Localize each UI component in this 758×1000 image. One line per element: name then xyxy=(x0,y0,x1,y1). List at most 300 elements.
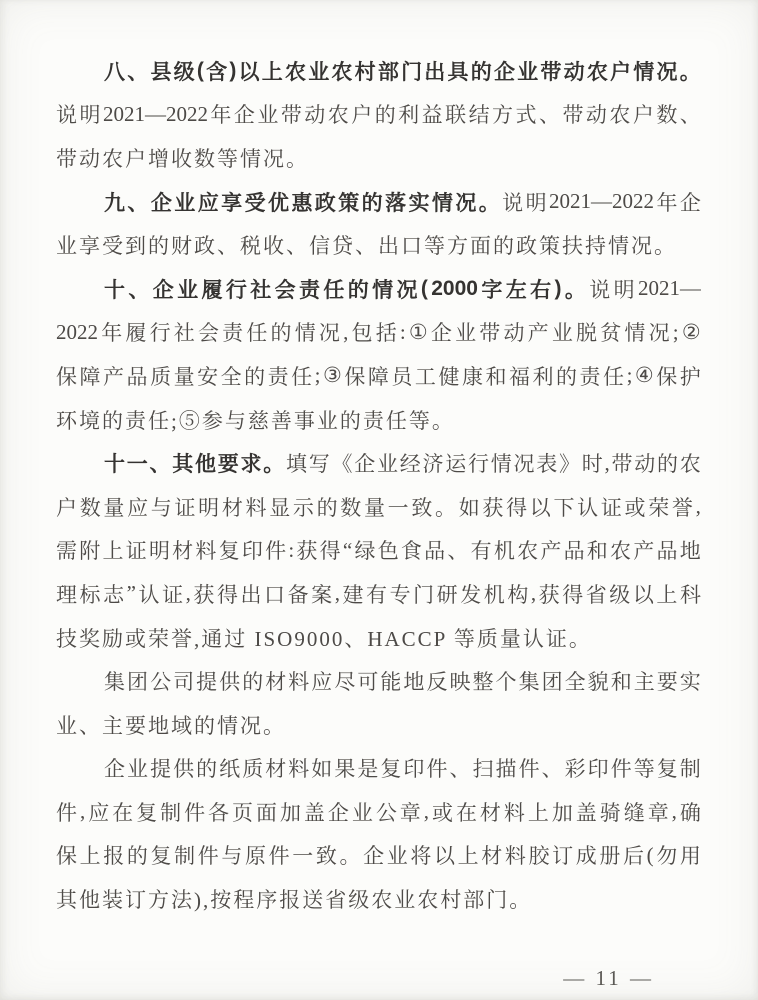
char-token: 企 xyxy=(150,191,172,215)
char-token: 社 xyxy=(173,321,195,346)
text-line xyxy=(56,877,701,921)
char-token: 行 xyxy=(149,321,171,346)
char-token: 康 xyxy=(461,364,483,389)
char-token: 材 xyxy=(221,495,243,520)
char-token: 勿 xyxy=(656,844,678,869)
char-token: 与 xyxy=(221,844,243,869)
char-token: 、 xyxy=(679,103,701,128)
char-token: 地 xyxy=(403,670,425,695)
char-token: 扫 xyxy=(472,757,494,782)
page-number: — 11 — xyxy=(563,966,654,990)
char-token: 行 xyxy=(225,278,247,302)
char-token: 保 xyxy=(56,844,77,869)
char-token: 业 xyxy=(377,452,398,477)
char-token: 加 xyxy=(551,800,573,825)
char-token: : xyxy=(399,319,406,344)
char-token: 荣 xyxy=(648,495,670,520)
char-token: 企 xyxy=(327,800,349,825)
char-token: 建 xyxy=(342,582,364,607)
char-token: 后 xyxy=(623,844,644,869)
char-token: ) xyxy=(229,58,237,82)
char-token: “ xyxy=(342,537,353,562)
char-token: 、 xyxy=(128,278,150,302)
char-token: ; xyxy=(314,363,321,388)
char-token: 户 xyxy=(610,60,632,84)
char-token: 料 xyxy=(195,539,217,564)
char-token: 享 xyxy=(221,191,243,215)
char-token: 写 xyxy=(308,452,330,477)
char-token: 工 xyxy=(414,364,436,389)
char-token: 障 xyxy=(367,364,389,389)
char-token: 证 xyxy=(125,539,147,564)
char-token: 供 xyxy=(173,757,195,782)
char-token: 以 xyxy=(434,844,455,869)
char-token: 章 xyxy=(647,800,669,825)
char-token: 责 xyxy=(222,321,244,346)
char-token: 脱 xyxy=(576,321,598,346)
char-token: 数 xyxy=(79,495,101,520)
text-line xyxy=(56,747,701,791)
char-token: 农 xyxy=(609,103,631,128)
char-token: 包 xyxy=(351,321,373,346)
char-token: 年 xyxy=(656,190,678,215)
char-token: 农 xyxy=(586,60,608,84)
char-token: 订 xyxy=(552,844,574,869)
char-token: 料 xyxy=(504,844,526,869)
char-token: 团 xyxy=(541,670,563,695)
char-token: 带 xyxy=(611,452,633,477)
char-token: 一 xyxy=(126,453,148,477)
char-token: 反 xyxy=(426,670,448,695)
char-token: 2021— xyxy=(637,276,701,301)
char-token: 农 xyxy=(331,60,353,84)
char-token: 带 xyxy=(479,321,501,346)
char-token: 件 xyxy=(268,844,290,869)
char-token: ( xyxy=(646,842,654,867)
text-line xyxy=(56,529,701,573)
char-token: 绿 xyxy=(354,539,376,564)
char-token: 业 xyxy=(517,60,539,84)
char-token: 复 xyxy=(656,757,678,782)
char-token: 上 xyxy=(527,800,549,825)
char-token: 证 xyxy=(174,495,196,520)
char-token: 料 xyxy=(503,800,525,825)
char-token: 业 xyxy=(551,321,573,346)
char-token: 科 xyxy=(679,582,701,607)
char-token: 公 xyxy=(375,800,397,825)
char-token: 以 xyxy=(529,495,551,520)
char-token: 盖 xyxy=(303,800,325,825)
char-token: 证 xyxy=(162,582,184,607)
char-token: 业 xyxy=(308,60,330,84)
char-token: 志 xyxy=(103,582,125,607)
char-token: 含 xyxy=(206,60,228,84)
char-token: 运 xyxy=(445,452,467,477)
char-token: 件 xyxy=(56,800,77,825)
char-token: 业 xyxy=(177,278,199,302)
char-token: 供 xyxy=(219,670,241,695)
char-token: 右 xyxy=(530,278,552,302)
char-token: 情 xyxy=(633,60,655,84)
char-token: 门 xyxy=(401,60,423,84)
char-token: 联 xyxy=(445,103,467,128)
char-token: 、 xyxy=(447,539,469,564)
char-token: 构 xyxy=(507,582,529,607)
char-token: 保 xyxy=(656,364,678,389)
char-token: , xyxy=(695,494,701,519)
char-token: 企 xyxy=(233,103,255,128)
char-token: 数 xyxy=(656,103,678,128)
char-token: 他 xyxy=(195,453,216,477)
char-token: 件 xyxy=(197,844,219,869)
char-token: 表 xyxy=(536,452,558,477)
char-token: 全 xyxy=(220,364,242,389)
char-token: 产 xyxy=(633,539,655,564)
char-token: 》 xyxy=(559,452,580,477)
char-token: 农 xyxy=(284,60,306,84)
char-token: 集 xyxy=(518,670,540,695)
char-token: 级 xyxy=(609,582,631,607)
char-token: 实 xyxy=(679,670,701,695)
text-line xyxy=(56,790,701,834)
char-token: 2022 xyxy=(56,319,98,344)
char-token: 级 xyxy=(173,60,195,84)
text-line xyxy=(56,267,701,311)
char-token: 农 xyxy=(517,539,539,564)
char-token: , xyxy=(79,799,86,824)
char-token: 上 xyxy=(102,539,124,564)
char-token: 制 xyxy=(160,800,182,825)
char-token: 映 xyxy=(449,670,471,695)
char-token: 或 xyxy=(431,800,453,825)
char-token: 优 xyxy=(267,191,289,215)
char-token: ; xyxy=(672,319,679,344)
char-token: 食 xyxy=(400,539,422,564)
char-token: 盖 xyxy=(575,800,597,825)
text-segment: 带动农户增收数等情况。 xyxy=(56,146,309,171)
char-token: 印 xyxy=(403,757,425,782)
char-token: ③ xyxy=(323,363,342,388)
char-token: 企 xyxy=(679,190,701,215)
char-token: 得 xyxy=(562,582,584,607)
char-token: 得 xyxy=(506,495,528,520)
char-token: 责 xyxy=(579,364,601,389)
text-line xyxy=(56,354,701,398)
char-token: 与 xyxy=(150,495,172,520)
char-token: 报 xyxy=(103,844,125,869)
char-token: ② xyxy=(681,319,701,344)
char-token: 括 xyxy=(375,321,397,346)
char-token: 说 xyxy=(589,277,611,302)
char-token: 产 xyxy=(540,539,562,564)
char-token: 障 xyxy=(79,364,101,389)
char-token: 填 xyxy=(286,452,307,477)
char-token: 落 xyxy=(385,191,407,215)
char-token: 其 xyxy=(172,453,194,477)
char-token: 产 xyxy=(103,364,125,389)
char-token: 况 xyxy=(318,321,340,346)
char-token: 况 xyxy=(513,452,535,477)
char-token: 页 xyxy=(232,800,253,825)
char-token: 任 xyxy=(323,278,345,302)
char-token: 复 xyxy=(150,844,172,869)
char-token: 、 xyxy=(127,191,149,215)
char-token: 册 xyxy=(599,844,621,869)
char-token: 十 xyxy=(104,453,125,477)
text-segment: 业、主要地域的情况。 xyxy=(56,713,286,738)
char-token: 发 xyxy=(460,582,482,607)
char-token: ① xyxy=(408,319,428,344)
char-token: 获 xyxy=(538,582,560,607)
char-token: 2021—2022 xyxy=(549,189,655,214)
char-token: 有 xyxy=(366,582,388,607)
char-token: 2000 xyxy=(431,276,478,300)
char-token: 政 xyxy=(314,191,336,215)
char-token: 况 xyxy=(396,278,418,302)
char-token: 个 xyxy=(495,670,517,695)
char-token: 业 xyxy=(257,103,279,128)
char-token: 户 xyxy=(632,103,654,128)
char-token: 应 xyxy=(197,191,219,215)
char-token: 有 xyxy=(470,539,492,564)
char-token: 企 xyxy=(354,452,376,477)
char-token: , xyxy=(671,799,677,824)
char-token: 品 xyxy=(126,364,148,389)
char-token: 证 xyxy=(600,495,622,520)
char-token: 件 xyxy=(518,757,540,782)
text-line xyxy=(56,49,701,93)
char-token: 员 xyxy=(391,364,413,389)
char-token: , xyxy=(185,581,191,606)
char-token: 具 xyxy=(447,60,469,84)
char-token: 十 xyxy=(104,278,125,302)
text-line xyxy=(56,834,701,878)
char-token: 经 xyxy=(399,452,421,477)
char-token: 件 xyxy=(426,757,448,782)
char-token: 和 xyxy=(586,539,608,564)
char-token: 料 xyxy=(288,670,310,695)
char-token: 利 xyxy=(398,103,420,128)
char-token: 骑 xyxy=(599,800,621,825)
char-token: 情 xyxy=(624,321,646,346)
char-token: 获 xyxy=(296,539,318,564)
char-token: 、 xyxy=(541,757,563,782)
char-token: 况 xyxy=(648,321,670,346)
char-token: 章 xyxy=(399,800,421,825)
char-token: 如 xyxy=(311,757,333,782)
char-token: 八 xyxy=(104,60,125,84)
char-token: 情 xyxy=(490,452,512,477)
char-token: 明 xyxy=(525,190,547,215)
char-token: 印 xyxy=(241,539,263,564)
char-token: 。 xyxy=(679,60,701,84)
char-token: 受 xyxy=(244,191,266,215)
char-token: 省 xyxy=(585,582,607,607)
char-token: 提 xyxy=(196,670,218,695)
char-token: 显 xyxy=(269,495,291,520)
char-token: 复 xyxy=(136,800,158,825)
text-segment: 环境的责任;⑤参与慈善事业的责任等。 xyxy=(56,408,455,433)
char-token: 。 xyxy=(478,191,500,215)
char-token: 将 xyxy=(410,844,432,869)
text-line xyxy=(56,223,701,267)
char-token: 会 xyxy=(274,278,296,302)
char-token: 如 xyxy=(458,495,480,520)
char-token: 的 xyxy=(361,191,383,215)
char-token: 利 xyxy=(532,364,554,389)
char-token: 的 xyxy=(556,364,578,389)
char-token: 量 xyxy=(363,495,385,520)
char-token: 《 xyxy=(331,452,353,477)
char-token: 业 xyxy=(351,800,373,825)
text-line xyxy=(56,659,701,703)
char-token: 明 xyxy=(148,539,170,564)
char-token: 需 xyxy=(56,539,77,564)
char-token: 部 xyxy=(377,60,399,84)
char-token: 面 xyxy=(255,800,277,825)
char-token: 求 xyxy=(240,453,262,477)
char-token: 品 xyxy=(656,539,678,564)
char-token: 公 xyxy=(150,670,172,695)
char-token: 年 xyxy=(101,321,123,346)
char-token: 惠 xyxy=(291,191,313,215)
char-token: 原 xyxy=(245,844,266,869)
char-token: 应 xyxy=(88,800,110,825)
char-token: 。 xyxy=(263,453,285,477)
char-token: 材 xyxy=(265,757,287,782)
char-token: 农 xyxy=(679,452,701,477)
char-token: 户 xyxy=(351,103,373,128)
char-token: 上 xyxy=(656,582,678,607)
char-token: 产 xyxy=(527,321,549,346)
char-token: 责 xyxy=(299,278,320,302)
char-token: 材 xyxy=(172,539,194,564)
char-token: 成 xyxy=(575,844,597,869)
char-token: 护 xyxy=(679,364,701,389)
char-token: 动 xyxy=(563,60,585,84)
char-token: 料 xyxy=(245,495,267,520)
char-token: 说 xyxy=(56,103,77,128)
char-token: 九 xyxy=(104,191,125,215)
char-token: 研 xyxy=(436,582,458,607)
char-token: 在 xyxy=(455,800,477,825)
text-line xyxy=(56,485,701,529)
char-token: 带 xyxy=(280,103,302,128)
text-line xyxy=(56,398,701,442)
char-token: 保 xyxy=(344,364,366,389)
char-token: 认 xyxy=(577,495,599,520)
char-token: 门 xyxy=(413,582,435,607)
char-token: 复 xyxy=(380,757,402,782)
text-block xyxy=(56,49,701,921)
char-token: 、 xyxy=(149,453,171,477)
char-token: 情 xyxy=(431,191,453,215)
char-token: 件 xyxy=(184,800,206,825)
char-token: 果 xyxy=(334,757,356,782)
char-token: 品 xyxy=(563,539,585,564)
char-token: 或 xyxy=(624,495,646,520)
char-token: 认 xyxy=(138,582,160,607)
char-token: 履 xyxy=(125,321,147,346)
char-token: 全 xyxy=(564,670,586,695)
char-token: 企 xyxy=(430,321,452,346)
char-token: 获 xyxy=(193,582,215,607)
char-token: 加 xyxy=(279,800,301,825)
char-token: 是 xyxy=(357,757,379,782)
char-token: 用 xyxy=(679,844,701,869)
char-token: 出 xyxy=(240,582,262,607)
char-token: 确 xyxy=(679,800,701,825)
char-token: 策 xyxy=(338,191,360,215)
char-token: 动 xyxy=(304,103,326,128)
char-token: 各 xyxy=(208,800,230,825)
char-token: 贫 xyxy=(600,321,622,346)
char-token: 的 xyxy=(196,757,218,782)
char-token: 等 xyxy=(633,757,655,782)
char-token: 业 xyxy=(455,321,477,346)
char-token: 量 xyxy=(173,364,195,389)
char-token: 品 xyxy=(424,539,446,564)
char-token: , xyxy=(343,319,349,344)
char-token: 材 xyxy=(481,844,503,869)
char-token: 会 xyxy=(197,321,219,346)
char-token: 以 xyxy=(238,60,260,84)
char-token: 描 xyxy=(495,757,517,782)
char-token: 方 xyxy=(492,103,514,128)
char-token: 动 xyxy=(585,103,607,128)
char-token: 誉 xyxy=(671,495,693,520)
char-token: 字 xyxy=(481,278,503,302)
char-token: 要 xyxy=(217,453,239,477)
char-token: 的 xyxy=(374,103,396,128)
char-token: 一 xyxy=(292,844,314,869)
char-token: 机 xyxy=(493,539,515,564)
char-token: : xyxy=(288,537,295,562)
char-token: 业 xyxy=(127,757,149,782)
char-token: 胶 xyxy=(528,844,550,869)
text-segment: 技奖励或荣誉,通过 ISO9000、HACCP 等质量认证。 xyxy=(56,626,592,651)
char-token: 集 xyxy=(104,670,125,695)
char-token: 整 xyxy=(472,670,494,695)
text-segment: 其他装订方法),按程序报送省级农业农村部门。 xyxy=(56,888,533,913)
char-token: 带 xyxy=(562,103,584,128)
char-token: 说 xyxy=(502,190,524,215)
char-token: 料 xyxy=(288,757,310,782)
char-token: 尽 xyxy=(334,670,356,695)
char-token: 复 xyxy=(218,539,240,564)
char-token: 企 xyxy=(104,757,125,782)
char-token: 企 xyxy=(363,844,385,869)
char-token: 情 xyxy=(294,321,316,346)
char-token: 动 xyxy=(634,452,656,477)
char-token: 案 xyxy=(311,582,333,607)
char-token: 的 xyxy=(244,364,266,389)
char-token: ” xyxy=(126,581,136,606)
char-token: , xyxy=(530,581,537,606)
char-token: 色 xyxy=(377,539,399,564)
char-token: 的 xyxy=(126,844,148,869)
char-token: 下 xyxy=(553,495,575,520)
char-token: ( xyxy=(196,58,204,82)
char-token: 和 xyxy=(485,364,507,389)
text-line xyxy=(56,136,701,180)
char-token: 况 xyxy=(455,191,477,215)
char-token: 户 xyxy=(56,495,77,520)
char-token: 企 xyxy=(152,278,174,302)
char-token: 企 xyxy=(493,60,515,84)
char-token: 团 xyxy=(127,670,149,695)
char-token: 、 xyxy=(449,757,471,782)
